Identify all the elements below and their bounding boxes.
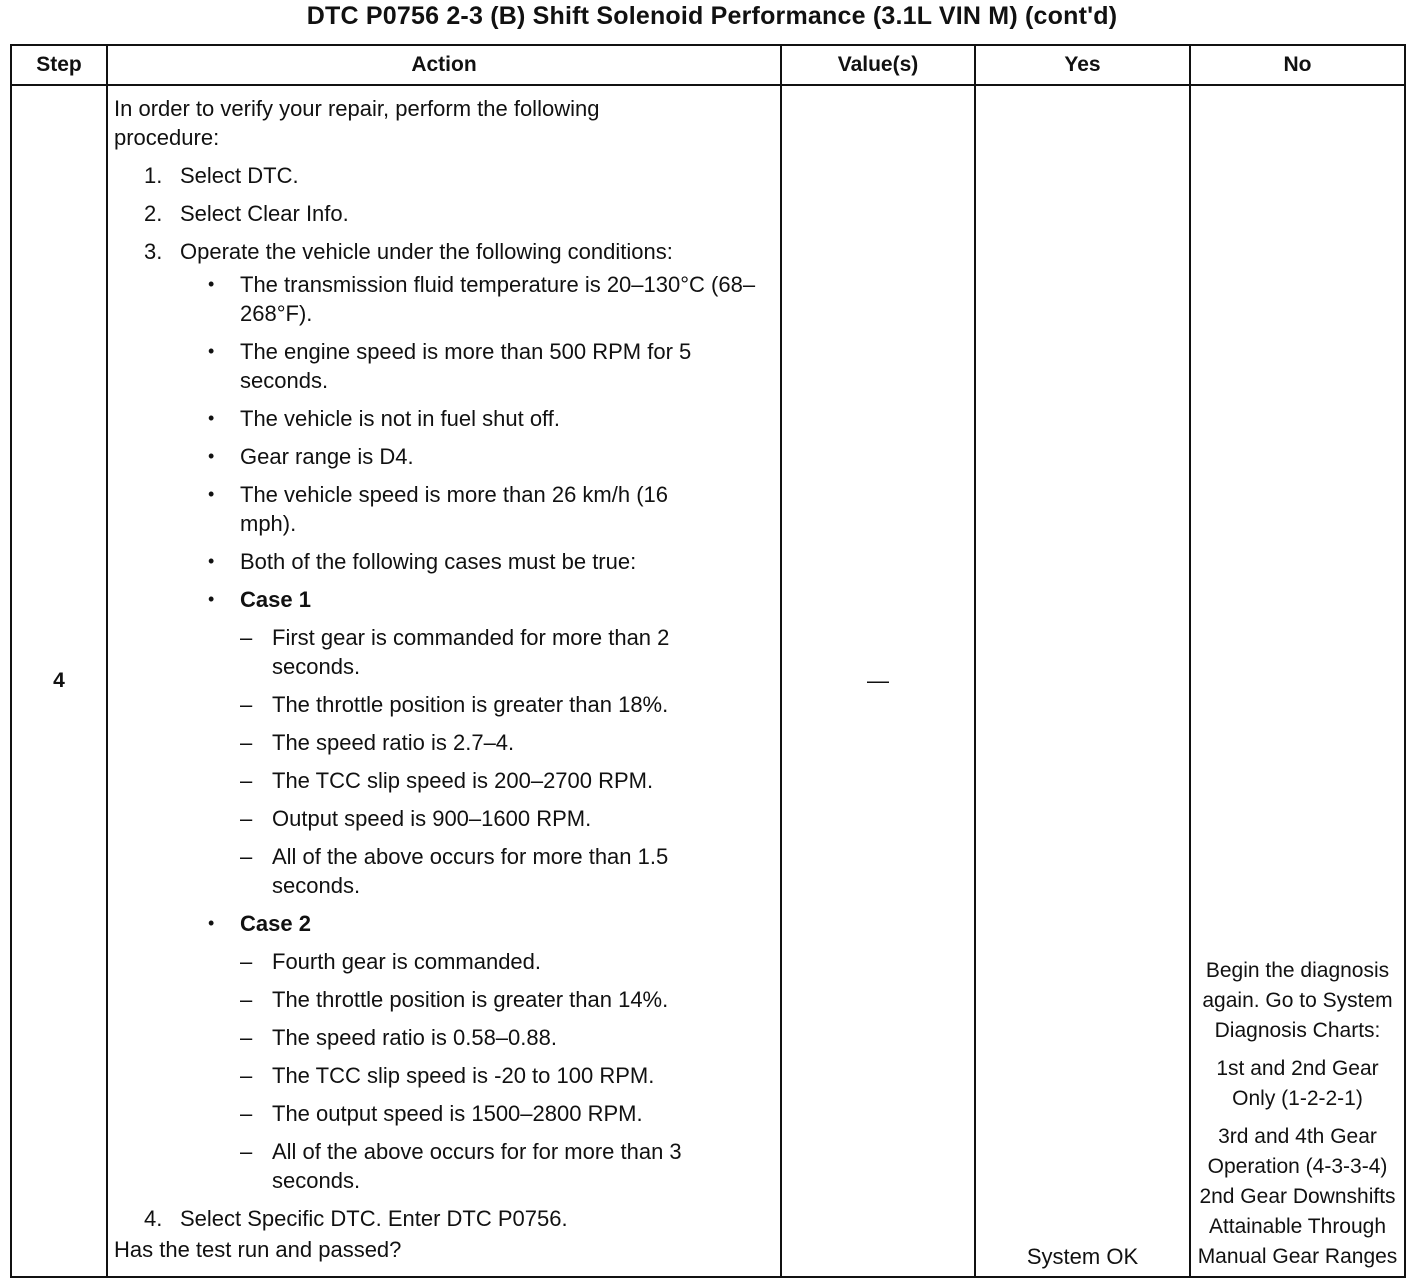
procedure-step: 4. Select Specific DTC. Enter DTC P0756.: [144, 1206, 568, 1231]
case-2-item: – Fourth gear is commanded.: [240, 947, 774, 976]
action-question: Has the test run and passed?: [114, 1237, 402, 1262]
page-title: DTC P0756 2-3 (B) Shift Solenoid Performance (3.1L VIN M) (cont'd): [306, 2, 1118, 30]
action-cell: [107, 85, 781, 1277]
case-2-label: Case 2: [240, 911, 311, 936]
header-no: No: [1190, 45, 1405, 85]
case-2-list: [240, 947, 774, 1195]
header-yes: Yes: [975, 45, 1190, 85]
condition-item: • Both of the following cases must be true:: [208, 547, 774, 576]
value-cell: —: [781, 85, 975, 1277]
header-step: Step: [11, 45, 107, 85]
case-2: [208, 909, 774, 1195]
case-2-item: – The speed ratio is 0.58–0.88.: [240, 1023, 774, 1052]
table-row: [11, 85, 1405, 1277]
case-2-item: – The TCC slip speed is -20 to 100 RPM.: [240, 1061, 774, 1090]
condition-item: • The transmission fluid temperature is 20–130°C (68–268°F).: [208, 270, 774, 328]
condition-item: • Gear range is D4.: [208, 442, 774, 471]
header-row: [11, 45, 1405, 85]
case-2-item: – The throttle position is greater than 14%.: [240, 985, 774, 1014]
action-intro: In order to verify your repair, perform the following procedure:: [114, 96, 600, 150]
condition-item: • The vehicle speed is more than 26 km/h (16 mph).: [208, 480, 774, 538]
case-1-item: – The speed ratio is 2.7–4.: [240, 728, 774, 757]
procedure-step: 2. Select Clear Info.: [144, 201, 349, 226]
procedure-step: 3. Operate the vehicle under the following conditions: • The transmission fluid temperature is 20–130°C (68–268°F). • The engine speed is more than 500 RPM for 5 seconds. • The vehicle is not in fuel shut off. • Gear range is D4. • The vehicle speed is more than 26 km/h (16 mph). • Both of the following cases must be true: • Case 1 – First gear is commanded for more than 2 seconds. – The throttle position is greater than 18%. – The speed ratio is 2.7–4. – The TCC slip speed is 200–2700 RPM. – Output speed is 900–1600 RPM. – All of the above occurs for more than 1.5 seconds. • Case 2 – Fourth gear is commanded. – The throttle position is greater than 14%. – The speed ratio is 0.58–0.88. – The TCC slip speed is -20 to 100 RPM. – The output speed is 1500–2800 RPM. – All of the above occurs for for more than 3 seconds.: [114, 237, 774, 1195]
case-2-item: – The output speed is 1500–2800 RPM.: [240, 1099, 774, 1128]
header-values: Value(s): [781, 45, 975, 85]
case-1-item: – The throttle position is greater than 18%.: [240, 690, 774, 719]
step-number: 4: [11, 85, 107, 1277]
condition-list: [144, 270, 774, 1195]
case-1-item: – Output speed is 900–1600 RPM.: [240, 804, 774, 833]
condition-item: • The vehicle is not in fuel shut off.: [208, 404, 774, 433]
no-result-chart-1: 1st and 2nd Gear Only (1-2-2-1): [1216, 1057, 1379, 1110]
diagnostic-table: [10, 44, 1406, 1278]
case-2-item: – All of the above occurs for for more than 3 seconds.: [240, 1137, 774, 1195]
no-result-chart-2: 3rd and 4th Gear Operation (4-3-3-4) 2nd Gear Downshifts Attainable Through Manual Gear Ranges: [1197, 1125, 1398, 1268]
procedure-step: 1. Select DTC.: [144, 163, 299, 188]
no-result: [1190, 85, 1405, 1277]
no-result-instruction: Begin the diagnosis again. Go to System Diagnosis Charts:: [1202, 959, 1393, 1042]
procedure-steps: [114, 161, 774, 1233]
case-1-label: Case 1: [240, 587, 311, 612]
case-1-item: – The TCC slip speed is 200–2700 RPM.: [240, 766, 774, 795]
case-1-list: [240, 623, 774, 900]
case-1-item: – All of the above occurs for more than 1.5 seconds.: [240, 842, 774, 900]
yes-result: System OK: [975, 85, 1190, 1277]
case-1-item: – First gear is commanded for more than 2 seconds.: [240, 623, 774, 681]
condition-item: • The engine speed is more than 500 RPM for 5 seconds.: [208, 337, 774, 395]
case-1: [208, 585, 774, 900]
header-action: Action: [107, 45, 781, 85]
